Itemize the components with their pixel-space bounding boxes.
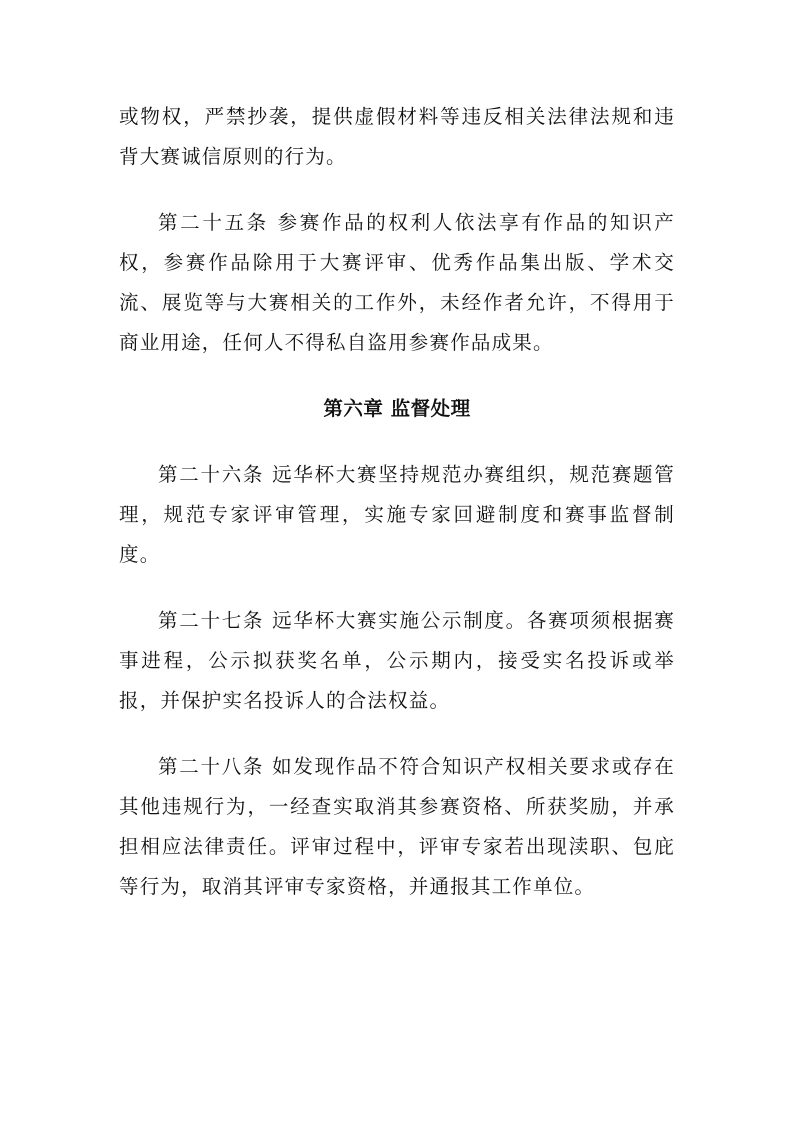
paragraph-article-26: 第二十六条 远华杯大赛坚持规范办赛组织，规范赛题管理，规范专家评审管理，实施专家回避制度和赛事监督制度。: [119, 463, 675, 566]
document-page: [119, 97, 675, 933]
chapter-heading: 第六章 监督处理: [323, 397, 471, 420]
paragraph-article-25: 第二十五条 参赛作品的权利人依法享有作品的知识产权，参赛作品除用于大赛评审、优秀作品集出版、学术交流、展览等与大赛相关的工作外，未经作者允许，不得用于商业用途，任何人不得私自盗用参赛作品成果。: [119, 211, 675, 354]
paragraph-article-27: 第二十七条 远华杯大赛实施公示制度。各赛项须根据赛事进程，公示拟获奖名单，公示期内，接受实名投诉或举报，并保护实名投诉人的合法权益。: [119, 609, 675, 712]
paragraph-continuation: 或物权，严禁抄袭，提供虚假材料等违反相关法律法规和违背大赛诚信原则的行为。: [119, 105, 675, 168]
paragraph-article-28: 第二十八条 如发现作品不符合知识产权相关要求或存在其他违规行为，一经查实取消其参赛资格、所获奖励，并承担相应法律责任。评审过程中，评审专家若出现渎职、包庇等行为，取消其评审专家资格，并通报其工作单位。: [119, 755, 675, 898]
